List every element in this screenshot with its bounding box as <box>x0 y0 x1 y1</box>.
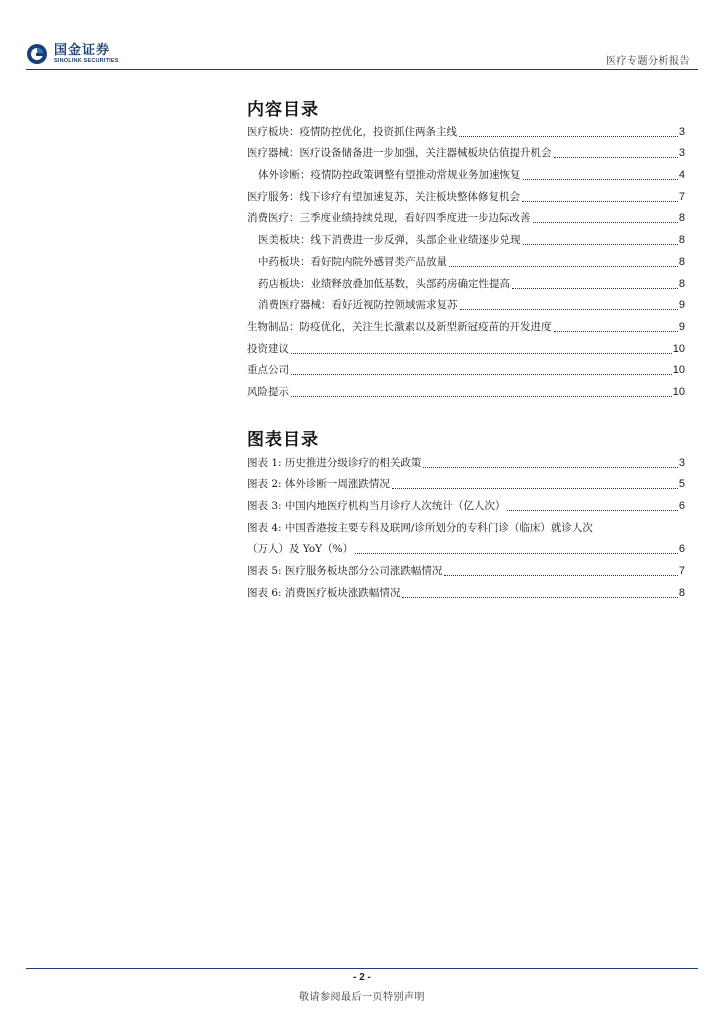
figure-entry[interactable]: 图表 3: 中国内地医疗机构当月诊疗人次统计（亿人次） 6 <box>247 500 685 513</box>
logo-english-name: SINOLINK SECURITIES <box>54 57 119 64</box>
logo-mark-icon <box>26 43 48 65</box>
figure-entry[interactable]: 图表 1: 历史推进分级诊疗的相关政策 3 <box>247 456 685 469</box>
header-divider <box>26 69 698 70</box>
footer-divider <box>26 968 698 969</box>
figures-title: 图表目录 <box>247 430 319 450</box>
page-header <box>0 0 724 70</box>
figure-entry[interactable]: 图表 2: 体外诊断一周涨跌情况 5 <box>247 478 685 491</box>
toc-entry[interactable]: 生物制品：防疫优化，关注生长激素以及新型新冠疫苗的开发进度 9 <box>247 320 685 333</box>
figure-entry[interactable]: 图表 6: 消费医疗板块涨跌幅情况 8 <box>247 586 685 599</box>
figures-list <box>247 448 685 600</box>
toc-entry[interactable]: 医疗器械：医疗设备储备进一步加强，关注器械板块估值提升机会 3 <box>247 147 685 160</box>
page-number: - 2 - <box>353 972 371 983</box>
toc-subentry[interactable]: 中药板块：看好院内院外感冒类产品放量 8 <box>258 255 685 268</box>
contents-list <box>247 117 685 399</box>
company-logo <box>26 41 119 67</box>
toc-subentry[interactable]: 药店板块：业绩释放叠加低基数，头部药房确定性提高 8 <box>258 277 685 290</box>
toc-subentry[interactable]: 体外诊断：疫情防控政策调整有望推动常规业务加速恢复 4 <box>258 169 685 182</box>
toc-entry[interactable]: 投资建议 10 <box>247 342 685 355</box>
figure-entry[interactable]: 图表 5: 医疗服务板块部分公司涨跌幅情况 7 <box>247 565 685 578</box>
toc-subentry[interactable]: 消费医疗器械：看好近视防控领域需求复苏 9 <box>258 299 685 312</box>
logo-chinese-name: 国金证券 <box>54 42 111 58</box>
contents-title: 内容目录 <box>247 100 319 120</box>
toc-entry[interactable]: 风险提示 10 <box>247 385 685 398</box>
footer-disclaimer: 敬请参阅最后一页特别声明 <box>299 992 425 1003</box>
toc-entry[interactable]: 重点公司 10 <box>247 364 685 377</box>
figure-entry[interactable]: 图表 4: 中国香港按主要专科及联网/诊所划分的专科门诊（临床）就诊人次 （万人）及 YoY（%） 6 <box>247 521 685 556</box>
toc-entry[interactable]: 医疗板块：疫情防控优化，投资抓住两条主线 3 <box>247 125 685 138</box>
toc-entry[interactable]: 医疗服务：线下诊疗有望加速复苏，关注板块整体修复机会 7 <box>247 190 685 203</box>
toc-subentry[interactable]: 医美板块：线下消费进一步反弹，头部企业业绩逐步兑现 8 <box>258 234 685 247</box>
toc-entry[interactable]: 消费医疗：三季度业绩持续兑现，看好四季度进一步边际改善 8 <box>247 212 685 225</box>
report-type-label: 医疗专题分析报告 <box>606 56 690 67</box>
